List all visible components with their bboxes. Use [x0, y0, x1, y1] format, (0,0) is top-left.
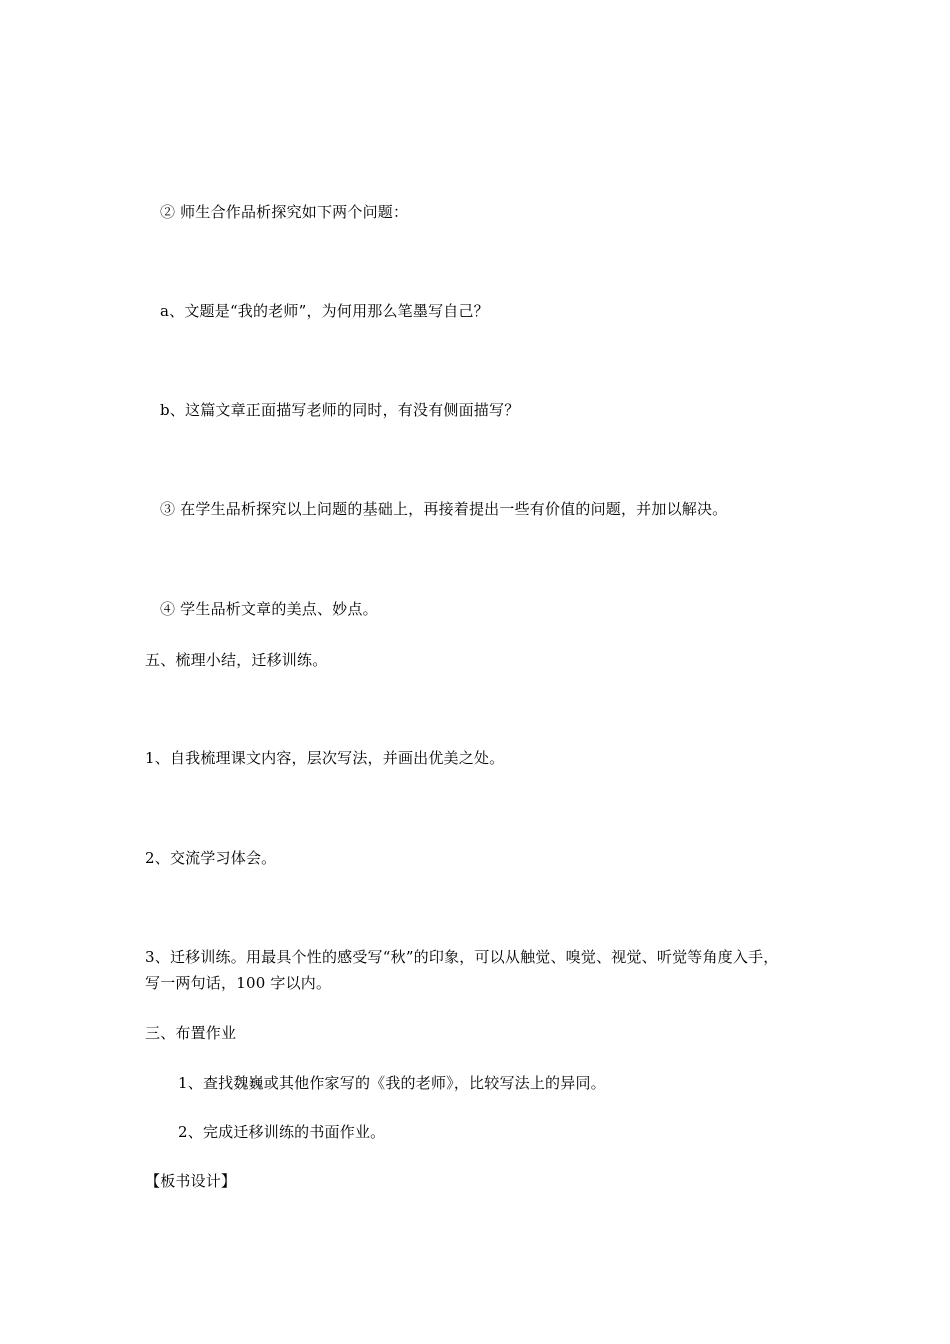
- step-2: 2、交流学习体会。: [145, 849, 277, 867]
- sub-item-4: ④ 学生品析文章的美点、妙点。: [160, 600, 378, 618]
- question-a: a、文题是“我的老师”，为何用那么笔墨写自己？: [160, 302, 489, 320]
- question-b: b、这篇文章正面描写老师的同时，有没有侧面描写？: [160, 401, 520, 419]
- homework-1: 1、查找魏巍或其他作家写的《我的老师》，比较写法上的异同。: [178, 1074, 606, 1092]
- section-5-heading: 五、梳理小结，迁移训练。: [145, 651, 328, 669]
- board-design-heading: 【板书设计】: [145, 1172, 237, 1190]
- sub-item-2: ② 师生合作品析探究如下两个问题：: [160, 203, 409, 221]
- homework-2: 2、完成迁移训练的书面作业。: [178, 1123, 386, 1141]
- step-1: 1、自我梳理课文内容，层次写法，并画出优美之处。: [145, 749, 505, 767]
- sub-item-3: ③ 在学生品析探究以上问题的基础上，再接着提出一些有价值的问题，并加以解决。: [160, 500, 728, 518]
- step-3-line-1: 3、迁移训练。用最具个性的感受写“秋”的印象，可以从触觉、嗅觉、视觉、听觉等角度入手，: [145, 948, 779, 966]
- section-3-heading: 三、布置作业: [145, 1024, 237, 1042]
- step-3-line-2: 写一两句话，100 字以内。: [145, 974, 332, 992]
